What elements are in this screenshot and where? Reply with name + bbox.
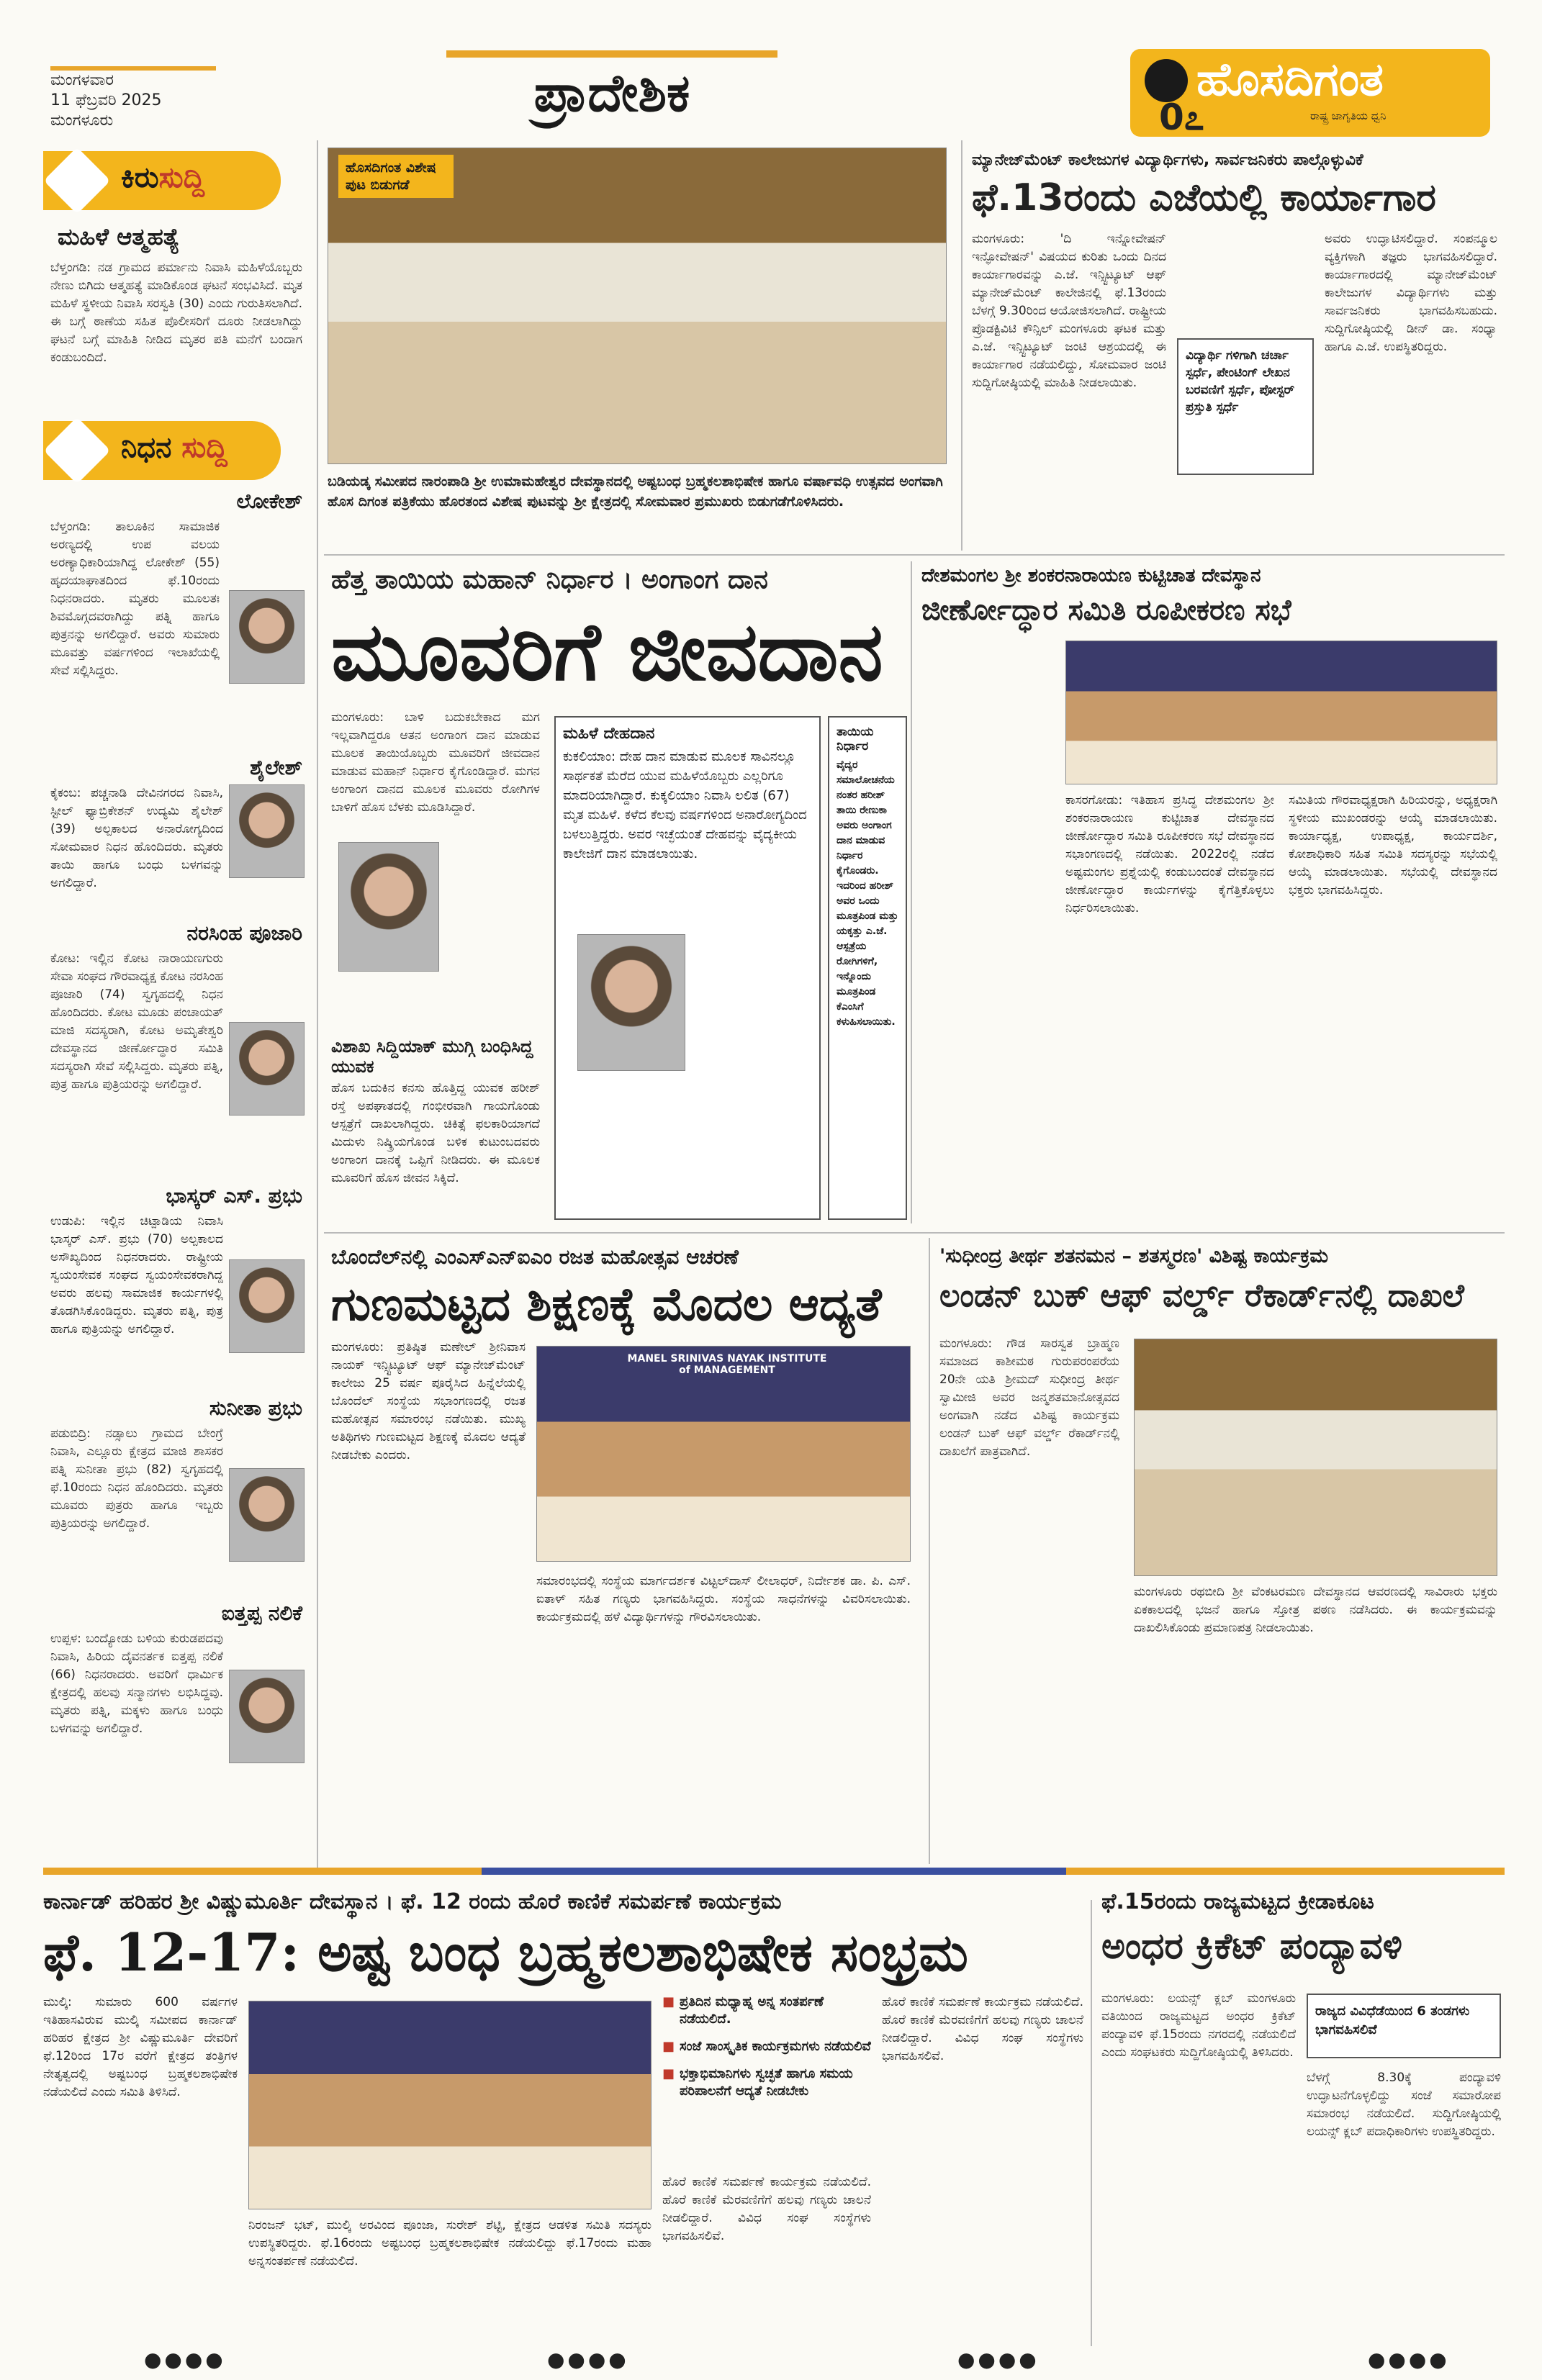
workshop-box (1177, 338, 1314, 475)
mother-decision-title: ತಾಯಿಯ ನಿರ್ಧಾರ (837, 725, 874, 754)
section-bar (43, 1868, 1505, 1875)
organ-body: ಮಂಗಳೂರು: ಬಾಳಿ ಬದುಕಬೇಕಾದ ಮಗ ಇಲ್ಲವಾಗಿದ್ದರೂ ಆತನ ಅಂಗಾಂಗ ದಾನ ಮಾಡುವ ಮೂಲಕ ತಾಯಿಯೊಬ್ಬರು ಮೂವರಿಗೆ ಜೀವದಾನ ಮಾಡುವ ಮಹಾನ್ ನಿರ್ಧಾರ ಕೈಗೊಂಡಿದ್ದಾರೆ. ಮಗನ ಅಂಗಾಂಗ ದಾನದ ಮೂಲಕ ಮೂವರು ರೋಗಿಗಳ ಬಾಳಿಗೆ ಹೊಸ ಬೆಳಕು ಮೂಡಿಸಿದ್ದಾರೆ. (331, 710, 540, 815)
ashtabandha-body-2: ನಿರಂಜನ್ ಭಟ್, ಮುಲ್ಕಿ ಅರವಿಂದ ಪೂಂಜಾ, ಸುರೇಶ್ ಶೆಟ್ಟಿ, ಕ್ಷೇತ್ರದ ಆಡಳಿತ ಸಮಿತಿ ಸದಸ್ಯರು ಉಪಸ್ಥಿತರಿದ್ದರು. ಫೆ.16ರಂದು ಅಷ್ಟಬಂಧ ಬ್ರಹ್ಮಕಲಶಾಭಿಷೇಕ ನಡೆಯಲಿದ್ದು ಫೆ.17ರಂದು ಮಹಾ ಅನ್ನಸಂತರ್ಪಣೆ ನಡೆಯಲಿದೆ. (248, 2218, 651, 2268)
row-divider (324, 554, 1505, 556)
obit-photo (229, 1670, 305, 1763)
page-number: 0೭ (1159, 96, 1204, 138)
lamp-icon (43, 417, 110, 484)
london-event-photo (1134, 1339, 1497, 1576)
cricket-body: ಮಂಗಳೂರು: ಲಯನ್ಸ್ ಕ್ಲಬ್ ಮಂಗಳೂರು ವತಿಯಿಂದ ರಾಜ್ಯಮಟ್ಟದ ಅಂಧರ ಕ್ರಿಕೆಟ್ ಪಂದ್ಯಾವಳಿ ಫೆ.15ರಂದು ನಗರದಲ್ಲಿ ನಡೆಯಲಿದೆ ಎಂದು ಸಂಘಟಕರು ಸುದ್ದಿಗೋಷ್ಠಿಯಲ್ಲಿ ತಿಳಿಸಿದರು. (1101, 1991, 1296, 2060)
mim-event-photo (536, 1346, 911, 1562)
column-divider (317, 140, 318, 1868)
body-donation-box (554, 716, 821, 1220)
footer-dots: ●●●● (957, 2348, 1040, 2371)
organ-headline: ಮೂವರಿಗೆ ಜೀವದಾನ (331, 605, 883, 699)
london-kicker: 'ಸುಧೀಂದ್ರ ತೀರ್ಥ ಶತನಮನ – ಶತಸ್ಮರಣ' ವಿಶಿಷ್ಟ ಕಾರ್ಯಕ್ರಮ (939, 1245, 1329, 1267)
obit-body: ಬೆಳ್ತಂಗಡಿ: ತಾಲೂಕಿನ ಸಾಮಾಜಿಕ ಅರಣ್ಯದಲ್ಲಿ ಉಪ ವಲಯ ಅರಣ್ಯಾಧಿಕಾರಿಯಾಗಿದ್ದ ಲೋಕೇಶ್ (55) ಹೃದಯಾಘಾತದಿಂದ ಫೆ.10ರಂದು ನಿಧನರಾದರು. ಮೃತರು ಮೂಲತಃ ಶಿವಮೊಗ್ಗದವರಾಗಿದ್ದು ಪತ್ನಿ ಹಾಗೂ ಪುತ್ರನನ್ನು ಅಗಲಿದ್ದಾರೆ. ಅವರು ಸುಮಾರು ಮೂವತ್ತು ವರ್ಷಗಳಿಂದ ಇಲಾಖೆಯಲ್ಲಿ ಸೇವೆ ಸಲ್ಲಿಸಿದ್ದರು. (50, 520, 220, 678)
day-label: ಮಂಗಳವಾರ (50, 71, 114, 89)
obit-name: ಶೈಲೇಶ್ (250, 756, 302, 779)
organ-subtitle: ವಿಶಾಖ ಸಿದ್ದಿಯಾಕ್ ಮುಗ್ಗಿ ಬಂಧಿಸಿದ್ದ ಯುವಕ (331, 1036, 533, 1077)
paper-tagline: ರಾಷ್ಟ್ರ ಜಾಗೃತಿಯ ಧ್ವನಿ (1310, 109, 1387, 122)
column-divider (1091, 1900, 1092, 2346)
paper-name: ಹೊಸದಿಗಂತ (1196, 53, 1384, 107)
obit-body: ಕೋಟ: ಇಲ್ಲಿನ ಕೋಟ ನಾರಾಯಣಗುರು ಸೇವಾ ಸಂಘದ ಗೌರವಾಧ್ಯಕ್ಷ ಕೋಟ ನರಸಿಂಹ ಪೂಜಾರಿ (74) ಸ್ವಗೃಹದಲ್ಲಿ ನಿಧನ ಹೊಂದಿದರು. ಕೋಟ ಮೂಡು ಪಂಚಾಯತ್ ಮಾಜಿ ಸದಸ್ಯರಾಗಿ, ಕೋಟ ಅಮೃತೇಶ್ವರಿ ದೇವಸ್ಥಾನದ ಜೀರ್ಣೋದ್ಧಾರ ಸಮಿತಿ ಸದಸ್ಯರಾಗಿ ಸೇವೆ ಸಲ್ಲಿಸಿದ್ದರು. ಮೃತರು ಪತ್ನಿ, ಪುತ್ರ ಹಾಗೂ ಪುತ್ರಿಯರನ್ನು ಅಗಲಿದ್ದಾರೆ. (50, 951, 223, 1092)
highlight-item: ■ ಸಂಜೆ ಸಾಂಸ್ಕೃತಿಕ ಕಾರ್ಯಕ್ರಮಗಳು ನಡೆಯಲಿವೆ (662, 2039, 871, 2054)
column-divider (961, 140, 962, 551)
cricket-headline: ಅಂಧರ ಕ್ರಿಕೆಟ್ ಪಂದ್ಯಾವಳಿ (1101, 1925, 1403, 1967)
organ-body-2: ಹೊಸ ಬದುಕಿನ ಕನಸು ಹೊತ್ತಿದ್ದ ಯುವಕ ಹರೀಶ್ ರಸ್ತೆ ಅಪಘಾತದಲ್ಲಿ ಗಂಭೀರವಾಗಿ ಗಾಯಗೊಂಡು ಆಸ್ಪತ್ರೆಗೆ ದಾಖಲಾಗಿದ್ದರು. ಚಿಕಿತ್ಸೆ ಫಲಕಾರಿಯಾಗದೆ ಮಿದುಳು ನಿಷ್ಕ್ರಿಯಗೊಂಡ ಬಳಿಕ ಕುಟುಂಬದವರು ಅಂಗಾಂಗ ದಾನಕ್ಕೆ ಒಪ್ಪಿಗೆ ನೀಡಿದರು. ಈ ಮೂಲಕ ಮೂವರಿಗೆ ಹೊಸ ಜೀವನ ಸಿಕ್ಕಿದೆ. (331, 1081, 540, 1185)
mother-decision-text: ವೈದ್ಯರ ಸಮಾಲೋಚನೆಯ ನಂತರ ಹರೀಶ್ ತಾಯಿ ರೇಣುಕಾ ಅವರು ಅಂಗಾಂಗ ದಾನ ಮಾಡುವ ನಿರ್ಧಾರ ಕೈಗೊಂಡರು. ಇದರಿಂದ ಹರೀಶ್ ಅವರ ಒಂದು ಮೂತ್ರಪಿಂಡ ಮತ್ತು ಯಕೃತ್ತು ಎ.ಜೆ. ಆಸ್ಪತ್ರೆಯ ರೋಗಿಗಳಿಗೆ, ಇನ್ನೊಂದು ಮೂತ್ರಪಿಂಡ ಕೆಎಂಸಿಗೆ ಕಳುಹಿಸಲಾಯಿತು. (837, 759, 898, 1028)
footer-dots: ●●●● (1368, 2348, 1450, 2371)
section-title: ಪ್ರಾದೇಶಿಕ (533, 62, 690, 123)
london-headline: ಲಂಡನ್ ಬುಕ್ ಆಫ್ ವರ್ಲ್ಡ್ ರೆಕಾರ್ಡ್‌ನಲ್ಲಿ ದಾಖಲೆ (939, 1277, 1464, 1314)
date-label: 11 ಫೆಬ್ರವರಿ 2025 (50, 91, 162, 109)
mim-banner-text: MANEL SRINIVAS NAYAK INSTITUTE of MANAGEMENT (627, 1353, 827, 1376)
ashtabandha-body-4: ಹೊರೆ ಕಾಣಿಕೆ ಸಮರ್ಪಣೆ ಕಾರ್ಯಕ್ರಮ ನಡೆಯಲಿದೆ. ಹೊರೆ ಕಾಣಿಕೆ ಮೆರವಣಿಗೆಗೆ ಹಲವು ಗಣ್ಯರು ಚಾಲನೆ ನೀಡಲಿದ್ದಾರೆ. ವಿವಿಧ ಸಂಘ ಸಂಸ್ಥೆಗಳು ಭಾಗವಹಿಸಲಿವೆ. (882, 1995, 1083, 2063)
obit-name: ಲೋಕೇಶ್ (236, 489, 302, 513)
mim-body-2: ಸಮಾರಂಭದಲ್ಲಿ ಸಂಸ್ಥೆಯ ಮಾರ್ಗದರ್ಶಕ ವಿಟ್ಟಲ್‌ದಾಸ್ ಲೀಲಾಧರ್, ನಿರ್ದೇಶಕ ಡಾ. ಪಿ. ಎಸ್. ಐತಾಳ್ ಸಹಿತ ಗಣ್ಯರು ಭಾಗವಹಿಸಿದ್ದರು. ಸಂಸ್ಥೆಯ ಸಾಧನೆಗಳನ್ನು ವಿವರಿಸಲಾಯಿತು. ಕಾರ್ಯಕ್ರಮದಲ್ಲಿ ಹಳೆ ವಿದ್ಯಾರ್ಥಿಗಳನ್ನು ಗೌರವಿಸಲಾಯಿತು. (536, 1574, 911, 1624)
ashtabandha-highlights (662, 1994, 871, 2100)
workshop-headline: ಫೆ.13ರಂದು ಎಜೆಯಲ್ಲಿ ಕಾರ್ಯಾಗಾರ (972, 176, 1436, 220)
footer-dots: ●●●● (144, 2348, 226, 2371)
london-body-2: ಮಂಗಳೂರು ರಥಬೀದಿ ಶ್ರೀ ವೆಂಕಟರಮಣ ದೇವಸ್ಥಾನದ ಆವರಣದಲ್ಲಿ ಸಾವಿರಾರು ಭಕ್ತರು ಏಕಕಾಲದಲ್ಲಿ ಭಜನೆ ಹಾಗೂ ಸ್ತೋತ್ರ ಪಠಣ ನಡೆಸಿದರು. ಈ ಕಾರ್ಯಕ್ರಮವನ್ನು ದಾಖಲಿಸಿಕೊಂಡು ಪ್ರಮಾಣಪತ್ರ ನೀಡಲಾಯಿತು. (1134, 1585, 1497, 1635)
cricket-box (1307, 1994, 1501, 2058)
temple-body-2: ಸಮಿತಿಯ ಗೌರವಾಧ್ಯಕ್ಷರಾಗಿ ಹಿರಿಯರನ್ನು, ಅಧ್ಯಕ್ಷರಾಗಿ ಸ್ಥಳೀಯ ಮುಖಂಡರನ್ನು ಆಯ್ಕೆ ಮಾಡಲಾಯಿತು. ಕಾರ್ಯಾಧ್ಯಕ್ಷ, ಉಪಾಧ್ಯಕ್ಷ, ಕಾರ್ಯದರ್ಶಿ, ಕೋಶಾಧಿಕಾರಿ ಸಹಿತ ಸಮಿತಿ ಸದಸ್ಯರನ್ನು ಸಭೆಯಲ್ಲಿ ಆಯ್ಕೆ ಮಾಡಲಾಯಿತು. ಸಭೆಯಲ್ಲಿ ದೇವಸ್ಥಾನದ ಭಕ್ತರು ಭಾಗವಹಿಸಿದ್ದರು. (1289, 793, 1497, 897)
highlight-item: ■ ಪ್ರತಿದಿನ ಮಧ್ಯಾಹ್ನ ಅನ್ನ ಸಂತರ್ಪಣೆ ನಡೆಯಲಿದೆ. (662, 1994, 824, 2027)
city-label: ಮಂಗಳೂರು (50, 112, 114, 130)
bullet-icon: ■ (662, 2066, 675, 2081)
organ-kicker: ಹೆತ್ತ ತಾಯಿಯ ಮಹಾನ್ ನಿರ್ಧಾರ । ಅಂಗಾಂಗ ದಾನ (331, 565, 768, 594)
masthead-logo (1130, 49, 1490, 137)
workshop-box-text: ವಿದ್ಯಾರ್ಥಿ ಗಳಿಗಾಗಿ ಚರ್ಚಾ ಸ್ಪರ್ಧೆ, ಪೇಂಟಿಂಗ್ ಲೇಖನ ಬರವಣಿಗೆ ಸ್ಪರ್ಧೆ, ಪೋಸ್ಟರ್ ಪ್ರಸ್ತುತಿ ಸ್ಪರ್ಧೆ (1186, 348, 1295, 415)
temple-body: ಕಾಸರಗೋಡು: ಇತಿಹಾಸ ಪ್ರಸಿದ್ಧ ದೇಶಮಂಗಲ ಶ್ರೀ ಶಂಕರನಾರಾಯಣ ಕುಟ್ಟಿಚಾತ ದೇವಸ್ಥಾನದ ಜೀರ್ಣೋದ್ಧಾರ ಸಮಿತಿ ರೂಪೀಕರಣ ಸಭೆ ದೇವಸ್ಥಾನದ ಸಭಾಂಗಣದಲ್ಲಿ ನಡೆಯಿತು. 2022ರಲ್ಲಿ ನಡೆದ ಅಷ್ಟಮಂಗಲ ಪ್ರಶ್ನೆಯಲ್ಲಿ ಕಂಡುಬಂದಂತೆ ದೇವಸ್ಥಾನದ ಜೀರ್ಣೋದ್ಧಾರ ಕಾರ್ಯಗಳನ್ನು ಕೈಗೆತ್ತಿಕೊಳ್ಳಲು ನಿರ್ಧರಿಸಲಾಯಿತು. (1065, 793, 1274, 915)
obit-photo (229, 1468, 305, 1562)
woman-photo (577, 934, 685, 1071)
special-page-tag: ಹೊಸದಿಗಂತ ವಿಶೇಷ ಪುಟ ಬಿಡುಗಡೆ (338, 155, 454, 198)
obit-name: ಸುನೀತಾ ಪ್ರಭು (209, 1396, 302, 1420)
column-divider (929, 1238, 930, 1864)
nidhana-suddi-badge (43, 421, 281, 480)
kiru-suddi-badge (43, 151, 281, 210)
workshop-kicker: ಮ್ಯಾನೇಜ್‌ಮೆಂಟ್ ಕಾಲೇಜುಗಳ ವಿದ್ಯಾರ್ಥಿಗಳು, ಸಾರ್ವಜನಿಕರು ಪಾಲ್ಗೊಳ್ಳುವಿಕೆ (972, 151, 1363, 169)
workshop-body-2: ಅವರು ಉದ್ಘಾಟಿಸಲಿದ್ದಾರೆ. ಸಂಪನ್ಮೂಲ ವ್ಯಕ್ತಿಗಳಾಗಿ ತಜ್ಞರು ಭಾಗವಹಿಸಲಿದ್ದಾರೆ. ಕಾರ್ಯಾಗಾರದಲ್ಲಿ ಮ್ಯಾನೇಜ್‌ಮೆಂಟ್ ಕಾಲೇಜುಗಳ ವಿದ್ಯಾರ್ಥಿಗಳು ಮತ್ತು ಸಾರ್ವಜನಿಕರು ಭಾಗವಹಿಸಬಹುದು. ಸುದ್ದಿಗೋಷ್ಠಿಯಲ್ಲಿ ಡೀನ್ ಡಾ. ಸಂಧ್ಯಾ ಹಾಗೂ ಎ.ಜೆ. ಉಪಸ್ಥಿತರಿದ್ದರು. (1325, 232, 1497, 354)
badge-word-a: ನಿಧನ (121, 431, 172, 464)
body-donation-text: ಕುಕಲಿಯಾಂ: ದೇಹ ದಾನ ಮಾಡುವ ಮೂಲಕ ಸಾವಿನಲ್ಲೂ ಸಾರ್ಥಕತೆ ಮೆರೆದ ಯುವ ಮಹಿಳೆಯೊಬ್ಬರು ಎಲ್ಲರಿಗೂ ಮಾದರಿಯಾಗಿದ್ದಾರೆ. ಕುಕ್ಕಲಿಯಾಂ ನಿವಾಸಿ ಲಲಿತ (67) ಮೃತ ಮಹಿಳೆ. ಕಳೆದ ಕೆಲವು ವರ್ಷಗಳಿಂದ ಅನಾರೋಗ್ಯದಿಂದ ಬಳಲುತ್ತಿದ್ದರು. ಅವರ ಇಚ್ಛೆಯಂತೆ ದೇಹವನ್ನು ವೈದ್ಯಕೀಯ ಕಾಲೇಜಿಗೆ ದಾನ ಮಾಡಲಾಯಿತು. (563, 749, 807, 861)
mother-decision-box (828, 716, 907, 1220)
mim-kicker: ಬೊಂದೆಲ್‌ನಲ್ಲಿ ಎಂಎಸ್‌ಎನ್‌ಐಎಂ ರಜತ ಮಹೋತ್ಸವ ಆಚರಣೆ (331, 1245, 739, 1269)
suicide-body: ಬೆಳ್ತಂಗಡಿ: ನಡ ಗ್ರಾಮದ ಪರ್ಮಾನು ನಿವಾಸಿ ಮಹಿಳೆಯೊಬ್ಬರು ನೇಣು ಬಿಗಿದು ಆತ್ಮಹತ್ಯೆ ಮಾಡಿಕೊಂಡ ಘಟನೆ ಸಂಭವಿಸಿದೆ. ಮೃತ ಮಹಿಳೆ ಸ್ಥಳೀಯ ನಿವಾಸಿ ಸರಸ್ವತಿ (30) ಎಂದು ಗುರುತಿಸಲಾಗಿದೆ. ಈ ಬಗ್ಗೆ ಠಾಣೆಯ ಸಹಿತ ಪೊಲೀಸರಿಗೆ ದೂರು ನೀಡಲಾಗಿದ್ದು ಘಟನೆ ಬಗ್ಗೆ ಮಾಹಿತಿ ನೀಡಿದ ಮೃತರ ಪತಿ ಮನೆಗೆ ಬಂದಾಗ ಕಂಡುಬಂದಿದೆ. (50, 261, 302, 365)
london-body: ಮಂಗಳೂರು: ಗೌಡ ಸಾರಸ್ವತ ಬ್ರಾಹ್ಮಣ ಸಮಾಜದ ಕಾಶೀಮಠ ಗುರುಪರಂಪರೆಯ 20ನೇ ಯತಿ ಶ್ರೀಮದ್ ಸುಧೀಂದ್ರ ತೀರ್ಥ ಸ್ವಾಮೀಜಿ ಅವರ ಜನ್ಮಶತಮಾನೋತ್ಸವದ ಅಂಗವಾಗಿ ನಡೆದ ವಿಶಿಷ್ಟ ಕಾರ್ಯಕ್ರಮ ಲಂಡನ್ ಬುಕ್ ಆಫ್ ವರ್ಲ್ಡ್ ರೆಕಾರ್ಡ್‌ನಲ್ಲಿ ದಾಖಲೆಗೆ ಪಾತ್ರವಾಗಿದೆ. (939, 1336, 1119, 1459)
badge-word-a: ಕಿರು (121, 161, 159, 194)
workshop-body: ಮಂಗಳೂರು: 'ದಿ ಇನ್ನೋವೇಷನ್ ಇನ್ಫೋವೇಷನ್' ವಿಷಯದ ಕುರಿತು ಒಂದು ದಿನದ ಕಾರ್ಯಾಗಾರವನ್ನು ಎ.ಜೆ. ಇನ್ಸ್ಟಿಟ್ಯೂಟ್ ಆಫ್ ಮ್ಯಾನೇಜ್‌ಮೆಂಟ್ ಕಾಲೇಜಿನಲ್ಲಿ ಫೆ.13ರಂದು ಬೆಳಗ್ಗೆ 9.30ರಿಂದ ಆಯೋಜಿಸಲಾಗಿದೆ. ರಾಷ್ಟ್ರೀಯ ಪ್ರೊಡಕ್ಟಿವಿಟಿ ಕೌನ್ಸಿಲ್ ಮಂಗಳೂರು ಘಟಕ ಮತ್ತು ಎ.ಜೆ. ಇನ್ಸ್ಟಿಟ್ಯೂಟ್ ಜಂಟಿ ಆಶ್ರಯದಲ್ಲಿ ಈ ಕಾರ್ಯಾಗಾರ ನಡೆಯಲಿದ್ದು, ಸೋಮವಾರ ಜಂಟಿ ಸುದ್ದಿಗೋಷ್ಠಿಯಲ್ಲಿ ಮಾಹಿತಿ ನೀಡಲಾಯಿತು. (972, 232, 1166, 390)
hand-pointer-icon (43, 147, 110, 214)
emblem-icon (1145, 59, 1188, 102)
footer-dots: ●●●● (547, 2348, 629, 2371)
cricket-box-text: ರಾಜ್ಯದ ವಿವಿಧೆಡೆಯಿಂದ 6 ತಂಡಗಳು ಭಾಗವಹಿಸಲಿವೆ (1315, 2004, 1470, 2037)
temple-headline: ಜೀರ್ಣೋದ್ಧಾರ ಸಮಿತಿ ರೂಪೀಕರಣ ಸಭೆ (921, 594, 1291, 627)
obit-photo (229, 1259, 305, 1353)
ashtabandha-meeting-photo (248, 2001, 651, 2209)
obit-photo (229, 1022, 305, 1116)
bullet-icon: ■ (662, 2039, 675, 2054)
highlight-item: ■ ಭಕ್ತಾಭಿಮಾನಿಗಳು ಸ್ವಚ್ಛತೆ ಹಾಗೂ ಸಮಯ ಪರಿಪಾಲನೆಗೆ ಆದ್ಯತೆ ನೀಡಬೇಕು (662, 2066, 853, 2099)
date-block (50, 66, 216, 137)
obit-name: ಐತ್ತಪ್ಪ ನಲಿಕೆ (221, 1601, 302, 1625)
obit-photo (229, 784, 305, 878)
ashtabandha-kicker: ಕಾರ್ನಾಡ್ ಹರಿಹರ ಶ್ರೀ ವಿಷ್ಣುಮೂರ್ತಿ ದೇವಸ್ಥಾನ । ಫೆ. 12 ರಂದು ಹೊರೆ ಕಾಣಿಕೆ ಸಮರ್ಪಣೆ ಕಾರ್ಯಕ್ರಮ (43, 1889, 782, 1914)
obit-body: ಉಡುಪಿ: ಇಲ್ಲಿನ ಚಿಟ್ಪಾಡಿಯ ನಿವಾಸಿ ಭಾಸ್ಕರ್ ಎಸ್. ಪ್ರಭು (70) ಅಲ್ಪಕಾಲದ ಅಸೌಖ್ಯದಿಂದ ನಿಧನರಾದರು. ರಾಷ್ಟ್ರೀಯ ಸ್ವಯಂಸೇವಕ ಸಂಘದ ಸ್ವಯಂಸೇವಕರಾಗಿದ್ದ ಅವರು ಹಲವು ಸಾಮಾಜಿಕ ಕಾರ್ಯಗಳಲ್ಲಿ ತೊಡಗಿಸಿಕೊಂಡಿದ್ದರು. ಮೃತರು ಪತ್ನಿ, ಪುತ್ರ ಹಾಗೂ ಪುತ್ರಿಯನ್ನು ಅಗಲಿದ್ದಾರೆ. (50, 1214, 223, 1336)
obit-photo (229, 590, 305, 684)
temple-meeting-photo (1065, 641, 1497, 784)
body-donation-title: ಮಹಿಳೆ ದೇಹದಾನ (563, 725, 655, 743)
obit-name: ನರಸಿಂಹ ಪೂಜಾರಿ (186, 921, 302, 945)
ashtabandha-body: ಮುಲ್ಕಿ: ಸುಮಾರು 600 ವರ್ಷಗಳ ಇತಿಹಾಸವಿರುವ ಮುಲ್ಕಿ ಸಮೀಪದ ಕಾರ್ನಾಡ್ ಹರಿಹರ ಕ್ಷೇತ್ರದ ಶ್ರೀ ವಿಷ್ಣುಮೂರ್ತಿ ದೇವರಿಗೆ ಫೆ.12ರಿಂದ 17ರ ವರೆಗೆ ಕ್ಷೇತ್ರದ ತಂತ್ರಿಗಳ ನೇತೃತ್ವದಲ್ಲಿ ಅಷ್ಟಬಂಧ ಬ್ರಹ್ಮಕಲಶಾಭಿಷೇಕ ನಡೆಯಲಿದೆ ಎಂದು ಸಮಿತಿ ತಿಳಿಸಿದೆ. (43, 1995, 238, 2099)
row-divider (324, 1232, 1505, 1234)
mim-body: ಮಂಗಳೂರು: ಪ್ರತಿಷ್ಠಿತ ಮಣೇಲ್ ಶ್ರೀನಿವಾಸ ನಾಯಕ್ ಇನ್ಸ್ಟಿಟ್ಯೂಟ್ ಆಫ್ ಮ್ಯಾನೇಜ್‌ಮೆಂಟ್ ಕಾಲೇಜು 25 ವರ್ಷ ಪೂರೈಸಿದ ಹಿನ್ನೆಲೆಯಲ್ಲಿ ಬೊಂದೆಲ್ ಸಂಸ್ಥೆಯ ಸಭಾಂಗಣದಲ್ಲಿ ರಜತ ಮಹೋತ್ಸವ ಸಮಾರಂಭ ನಡೆಯಿತು. ಮುಖ್ಯ ಅತಿಥಿಗಳು ಗುಣಮಟ್ಟದ ಶಿಕ್ಷಣಕ್ಕೆ ಮೊದಲ ಆದ್ಯತೆ ನೀಡಬೇಕು ಎಂದರು. (331, 1340, 526, 1462)
release-event-caption: ಬಡಿಯಡ್ಕ ಸಮೀಪದ ನಾರಂಪಾಡಿ ಶ್ರೀ ಉಮಾಮಹೇಶ್ವರ ದೇವಸ್ಥಾನದಲ್ಲಿ ಅಷ್ಟಬಂಧ ಬ್ರಹ್ಮಕಲಶಾಭಿಷೇಕ ಹಾಗೂ ವರ್ಷಾವಧಿ ಉತ್ಸವದ ಅಂಗವಾಗಿ ಹೊಸ ದಿಗಂತ ಪತ್ರಿಕೆಯು ಹೊರತಂದ ವಿಶೇಷ ಪುಟವನ್ನು ಶ್ರೀ ಕ್ಷೇತ್ರದಲ್ಲಿ ಸೋಮವಾರ ಪ್ರಮುಖರು ಬಿಡುಗಡೆಗೊಳಿಸಿದರು. (328, 474, 943, 510)
cricket-body-2: ಬೆಳಗ್ಗೆ 8.30ಕ್ಕೆ ಪಂದ್ಯಾವಳಿ ಉದ್ಘಾಟನೆಗೊಳ್ಳಲಿದ್ದು ಸಂಜೆ ಸಮಾರೋಪ ಸಮಾರಂಭ ನಡೆಯಲಿದೆ. ಸುದ್ದಿಗೋಷ್ಠಿಯಲ್ಲಿ ಲಯನ್ಸ್ ಕ್ಲಬ್ ಪದಾಧಿಕಾರಿಗಳು ಉಪಸ್ಥಿತರಿದ್ದರು. (1307, 2071, 1501, 2139)
cricket-kicker: ಫೆ.15ರಂದು ರಾಜ್ಯಮಟ್ಟದ ಕ್ರೀಡಾಕೂಟ (1101, 1889, 1374, 1914)
column-divider (911, 561, 912, 1223)
ashtabandha-headline: ಫೆ. 12-17: ಅಷ್ಟ ಬಂಧ ಬ್ರಹ್ಮಕಲಶಾಭಿಷೇಕ ಸಂಭ್ರಮ (43, 1922, 968, 1983)
temple-kicker: ದೇಶಮಂಗಲ ಶ್ರೀ ಶಂಕರನಾರಾಯಣ ಕುಟ್ಟಿಚಾತ ದೇವಸ್ಥಾನ (921, 565, 1261, 587)
bullet-icon: ■ (662, 1994, 675, 2009)
mim-headline: ಗುಣಮಟ್ಟದ ಶಿಕ್ಷಣಕ್ಕೆ ಮೊದಲ ಆದ್ಯತೆ (331, 1277, 882, 1331)
badge-word-b: ಸುದ್ದಿ (181, 431, 227, 464)
donor-photo (338, 842, 439, 972)
section-title-block (446, 50, 777, 137)
ashtabandha-body-3: ಹೊರೆ ಕಾಣಿಕೆ ಸಮರ್ಪಣೆ ಕಾರ್ಯಕ್ರಮ ನಡೆಯಲಿದೆ. ಹೊರೆ ಕಾಣಿಕೆ ಮೆರವಣಿಗೆಗೆ ಹಲವು ಗಣ್ಯರು ಚಾಲನೆ ನೀಡಲಿದ್ದಾರೆ. ವಿವಿಧ ಸಂಘ ಸಂಸ್ಥೆಗಳು ಭಾಗವಹಿಸಲಿವೆ. (662, 2175, 871, 2243)
obit-body: ಪಡುಬಿದ್ರಿ: ನಡ್ಸಾಲು ಗ್ರಾಮದ ಬೇಂಗ್ರೆ ನಿವಾಸಿ, ಎಲ್ಲೂರು ಕ್ಷೇತ್ರದ ಮಾಜಿ ಶಾಸಕರ ಪತ್ನಿ ಸುನೀತಾ ಪ್ರಭು (82) ಸ್ವಗೃಹದಲ್ಲಿ ಫೆ.10ರಂದು ನಿಧನ ಹೊಂದಿದರು. ಮೃತರು ಮೂವರು ಪುತ್ರರು ಹಾಗೂ ಇಬ್ಬರು ಪುತ್ರಿಯರನ್ನು ಅಗಲಿದ್ದಾರೆ. (50, 1426, 223, 1531)
obit-name: ಭಾಸ್ಕರ್ ಎಸ್. ಪ್ರಭು (166, 1184, 302, 1208)
suicide-title: ಮಹಿಳೆ ಆತ್ಮಹತ್ಯೆ (58, 223, 180, 250)
obit-body: ಉಪ್ಪಳ: ಬಂದ್ಯೋಡು ಬಳಿಯ ಕುರುಡಪದವು ನಿವಾಸಿ, ಹಿರಿಯ ದೈವನರ್ತಕ ಐತ್ತಪ್ಪ ನಲಿಕೆ (66) ನಿಧನರಾದರು. ಅವರಿಗೆ ಧಾರ್ಮಿಕ ಕ್ಷೇತ್ರದಲ್ಲಿ ಹಲವು ಸನ್ಮಾನಗಳು ಲಭಿಸಿದ್ದವು. ಮೃತರು ಪತ್ನಿ, ಮಕ್ಕಳು ಹಾಗೂ ಬಂಧು ಬಳಗವನ್ನು ಅಗಲಿದ್ದಾರೆ. (50, 1632, 223, 1736)
obit-body: ಕೈಕಂಬ: ಪಚ್ಚನಾಡಿ ದೇವಿನಗರದ ನಿವಾಸಿ, ಸ್ಟೀಲ್ ಫ್ಯಾಬ್ರಿಕೇಶನ್ ಉದ್ಯಮಿ ಶೈಲೇಶ್ (39) ಅಲ್ಪಕಾಲದ ಅನಾರೋಗ್ಯದಿಂದ ಸೋಮವಾರ ನಿಧನ ಹೊಂದಿದರು. ಮೃತರು ತಾಯಿ ಹಾಗೂ ಬಂಧು ಬಳಗವನ್ನು ಅಗಲಿದ್ದಾರೆ. (50, 786, 223, 890)
badge-word-b: ಸುದ್ದಿ (158, 161, 205, 194)
